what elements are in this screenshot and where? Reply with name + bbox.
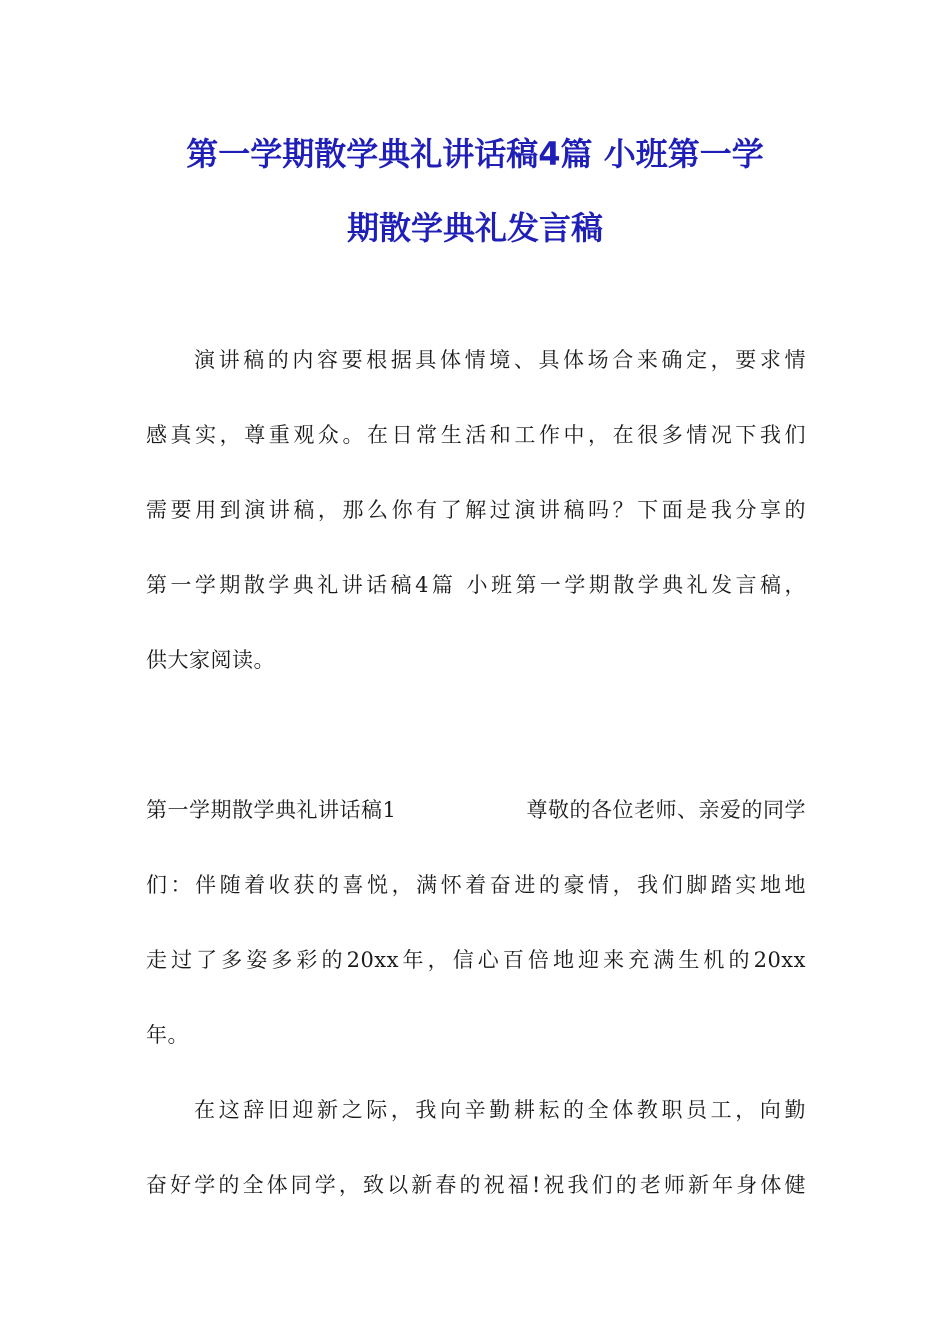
paragraph2-line-2: 奋好学的全体同学，致以新春的祝福!祝我们的老师新年身体健 — [146, 1173, 806, 1197]
intro-line-1: 演讲稿的内容要根据具体情境、具体场合来确定，要求情 — [194, 348, 806, 372]
section1-first-line-rest: 尊敬的各位老师、亲爱的同学 — [526, 798, 806, 822]
section1-heading: 第一学期散学典礼讲话稿1 — [146, 798, 397, 822]
intro-line-2: 感真实，尊重观众。在日常生活和工作中，在很多情况下我们 — [146, 423, 806, 447]
section1-first-line — [146, 796, 806, 824]
paragraph2-line-1: 在这辞旧迎新之际，我向辛勤耕耘的全体教职员工，向勤 — [194, 1098, 806, 1122]
intro-line-4: 第一学期散学典礼讲话稿4篇 小班第一学期散学典礼发言稿， — [146, 573, 806, 597]
section1-line-4: 年。 — [146, 1023, 189, 1047]
document-title-line-1: 第一学期散学典礼讲话稿4篇 小班第一学 — [186, 135, 764, 173]
section1-line-3: 走过了多姿多彩的20xx年，信心百倍地迎来充满生机的20xx — [146, 948, 806, 972]
document-title-line-2: 期散学典礼发言稿 — [346, 209, 603, 247]
section1-line-2: 们：伴随着收获的喜悦，满怀着奋进的豪情，我们脚踏实地地 — [146, 873, 806, 897]
intro-line-5: 供大家阅读。 — [146, 648, 275, 672]
intro-line-3: 需要用到演讲稿，那么你有了解过演讲稿吗？下面是我分享的 — [146, 498, 806, 522]
